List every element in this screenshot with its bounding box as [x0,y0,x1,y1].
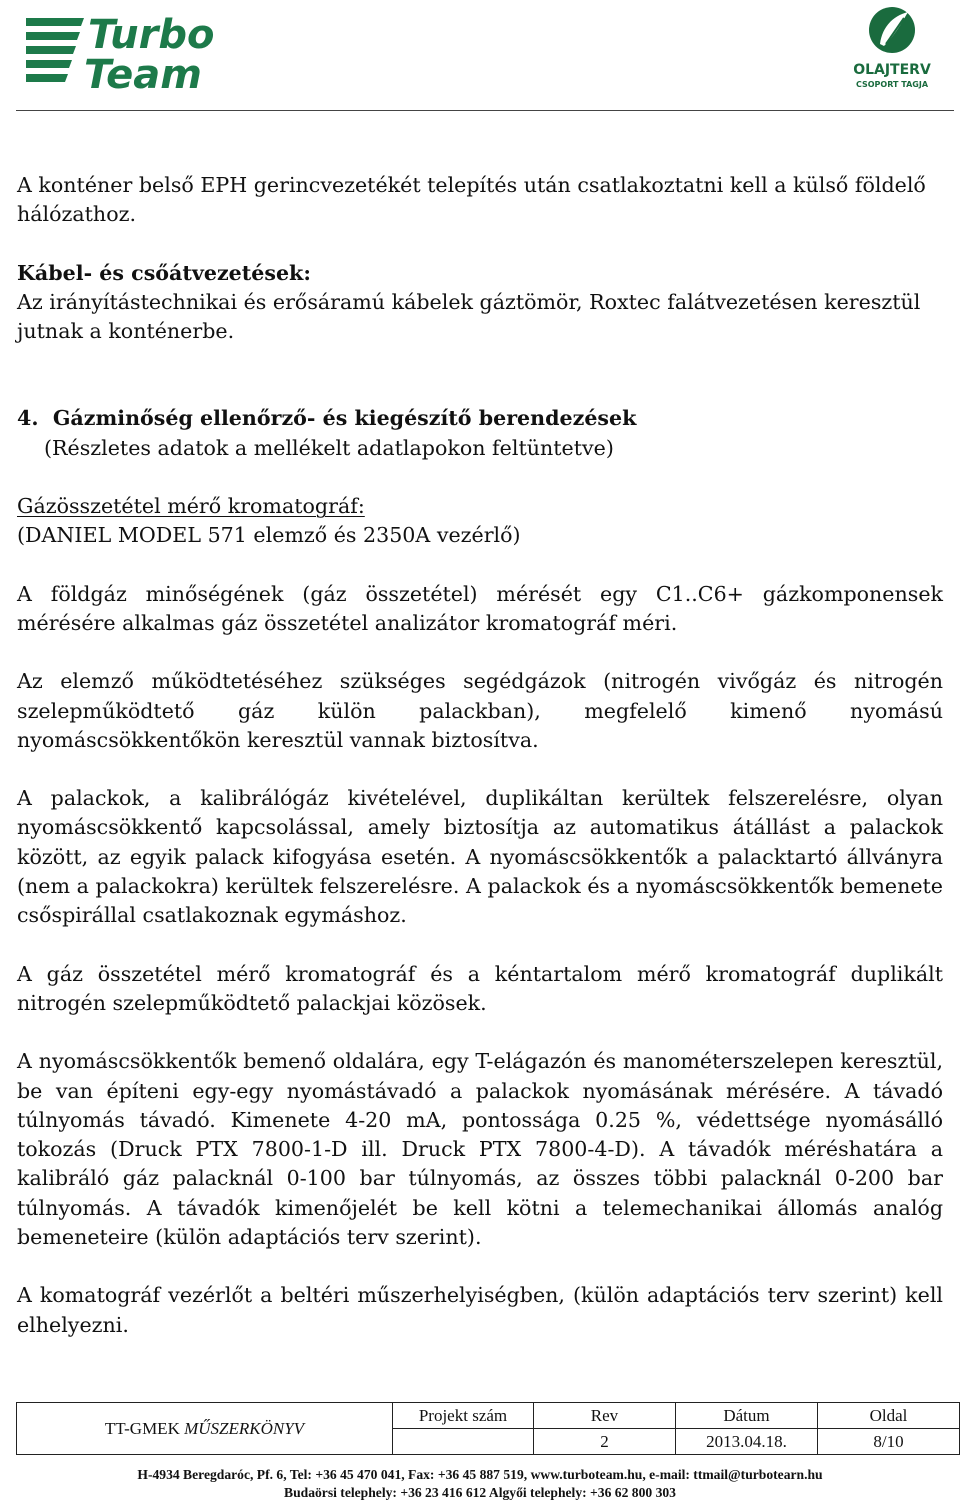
footer-sites: Budaörsi telephely: +36 23 416 612 Algyői telephely: +36 62 800 303 [284,1485,676,1500]
header-divider [16,110,954,111]
cable-heading: Kábel- és csőátvezetések: [17,260,311,285]
olajterv-logo [846,4,938,96]
paragraph-aux-gases: Az elemző működtetéséhez szükséges segédgázok (nitrogén vivőgáz és nitrogén szelepműködtető gáz külön palackban), megfelelő kimenő nyomású nyomáscsökkentőkön keresztül vannak biztosítva. [17,669,943,752]
page-header [0,0,960,112]
turbo-team-logo [26,10,326,95]
section-subtitle: (Részletes adatok a mellékelt adatlapokon feltüntetve) [44,435,614,460]
section-number: 4. [17,406,39,431]
col-page: Oldal [818,1403,960,1429]
col-project-number: Projekt szám [393,1403,534,1429]
section-title: Gázminőség ellenőrző- és kiegészítő berendezések [52,406,637,431]
val-date: 2013.04.18. [676,1429,818,1455]
footer-info-table [16,1402,960,1455]
logo-text-olajterv: OLAJTERV [853,62,931,78]
paragraph-shared-cylinders: A gáz összetétel mérő kromatográf és a kéntartalom mérő kromatográf duplikált nitrogén szelepműködtető palackjai közösek. [17,961,943,1015]
logo-text-team: Team [84,52,202,95]
document-body [17,171,943,1340]
chromatograph-model: (DANIEL MODEL 571 elemző és 2350A vezérlő) [17,523,521,548]
paragraph-measurement: A földgáz minőségének (gáz összetétel) mérését egy C1..C6+ gázkomponensek mérésére alkalmas gáz összetétel analizátor kromatográf méri. [17,581,943,635]
logo-text-turbo: Turbo [88,12,215,58]
section-heading [17,404,943,433]
col-date: Dátum [676,1403,818,1429]
logo-text-csoport: CSOPORT TAGJA [855,80,929,89]
paragraph-transmitters: A nyomáscsökkentők bemenő oldalára, egy T-elágazón és manométerszelepen keresztül, be van építeni egy-egy nyomástávadó a palackok nyomásának mérésére. A távadó túlnyomás távadó. Kimenete 4-20 mA, pontossága 0.25 %, védettsége nyomásálló tokozás (Druck PTX 7800-1-D ill. Druck PTX 7800-4-D). A távadók méréshatára a kalibráló gáz palacknál 0-100 bar túlnyomás, az összes többi palacknál 0-200 bar túlnyomás. A távadók kimenőjelét be kell kötni a telemechanikai állomás analóg bemeneteire (külön adaptációs terv szerint). [17,1049,943,1250]
val-project-number [393,1429,534,1455]
chromatograph-heading: Gázösszetétel mérő kromatográf: [17,494,365,519]
footer-address: H-4934 Beregdaróc, Pf. 6, Tel: +36 45 470 041, Fax: +36 45 887 519, www.turboteam.hu, e-mail: ttmail@turbotearn.hu [137,1467,823,1482]
val-page: 8/10 [818,1429,960,1455]
cable-text: Az irányítástechnikai és erősáramú kábelek gáztömör, Roxtec falátvezetésen keresztül jutnak a konténerbe. [17,289,921,344]
paragraph-eph: A konténer belső EPH gerincvezetékét telepítés után csatlakoztatni kell a külső földelő hálózathoz. [17,173,926,227]
val-rev: 2 [534,1429,676,1455]
col-rev: Rev [534,1403,676,1429]
paragraph-cylinders: A palackok, a kalibrálógáz kivételével, duplikáltan kerültek felszerelésre, olyan nyomáscsökkentő kapcsolással, amely biztosítja az automatikus átállást a palackok között, az egyik palack kifogyása esetén. A nyomáscsökkentők a palacktartó állványra (nem a palackokra) kerültek felszerelésre. A palackok és a nyomáscsökkentők bemenete csőspirállal csatlakoznak egymáshoz. [17,786,943,928]
paragraph-controller: A komatográf vezérlőt a beltéri műszerhelyiségben, (külön adaptációs terv szerint) kell elhelyezni. [17,1283,943,1337]
manual-title: TT-GMEK MŰSZERKÖNYV [17,1403,393,1455]
